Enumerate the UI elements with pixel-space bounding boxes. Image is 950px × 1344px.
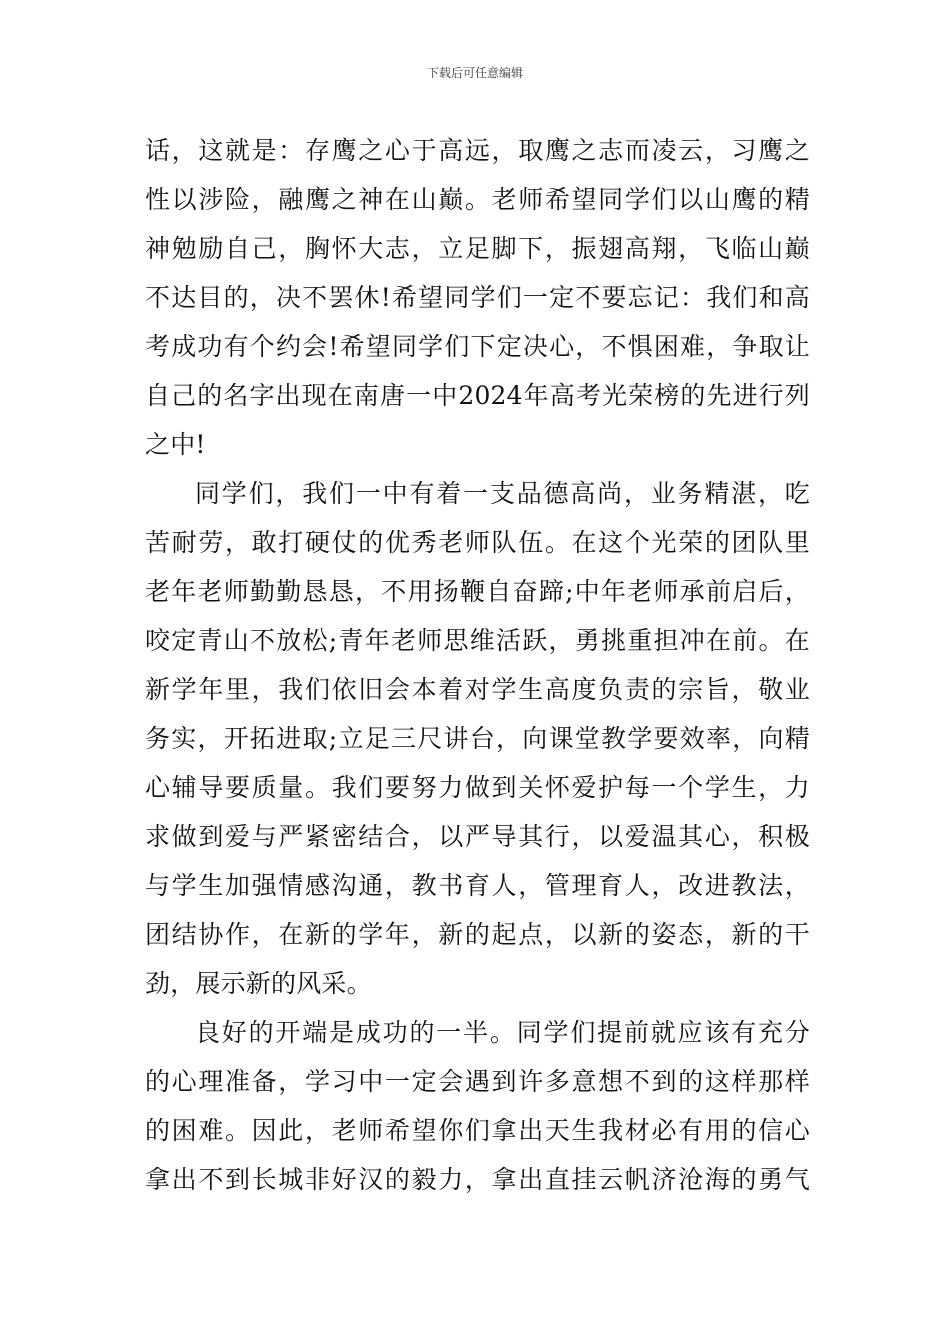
text-line: 不达目的，决不罢休!希望同学们一定不要忘记：我们和高 — [145, 283, 810, 312]
text-line: 团结协作，在新的学年，新的起点，以新的姿态，新的干 — [145, 920, 810, 949]
text-line: 考成功有个约会!希望同学们下定决心，不惧困难，争取让 — [145, 332, 810, 361]
text-line: 话，这就是：存鹰之心于高远，取鹰之志而凌云，习鹰之 — [145, 136, 810, 165]
paragraph-2 — [145, 469, 810, 1008]
text-line: 咬定青山不放松;青年老师思维活跃，勇挑重担冲在前。在 — [145, 626, 810, 655]
text-line: 苦耐劳，敢打硬仗的优秀老师队伍。在这个光荣的团队里 — [145, 528, 810, 557]
text-line: 性以涉险，融鹰之神在山巅。老师希望同学们以山鹰的精 — [145, 185, 810, 214]
text-line: 劲，展示新的风采。 — [145, 969, 372, 998]
text-line: 同学们，我们一中有着一支品德高尚，业务精湛，吃 — [195, 479, 810, 508]
text-line: 心辅导要质量。我们要努力做到关怀爱护每一个学生，力 — [145, 773, 810, 802]
text-line: 拿出不到长城非好汉的毅力，拿出直挂云帆济沧海的勇气 — [145, 1165, 810, 1194]
text-line: 新学年里，我们依旧会本着对学生高度负责的宗旨，敬业 — [145, 675, 810, 704]
text-line: 求做到爱与严紧密结合，以严导其行，以爱温其心，积极 — [145, 822, 810, 851]
text-line: 之中! — [145, 430, 206, 459]
text-line: 的心理准备，学习中一定会遇到许多意想不到的这样那样 — [145, 1067, 810, 1096]
paragraph-1 — [145, 126, 810, 469]
text-line: 务实，开拓进取;立足三尺讲台，向课堂教学要效率，向精 — [145, 724, 810, 753]
text-line: 神勉励自己，胸怀大志，立足脚下，振翅高翔，飞临山巅 — [145, 234, 810, 263]
text-line: 良好的开端是成功的一半。同学们提前就应该有充分 — [195, 1018, 810, 1047]
document-body — [145, 126, 810, 1204]
page-header: 下载后可任意编辑 — [426, 66, 523, 80]
text-line: 的困难。因此，老师希望你们拿出天生我材必有用的信心 — [145, 1116, 810, 1145]
text-line: 老年老师勤勤恳恳，不用扬鞭自奋蹄;中年老师承前启后， — [145, 577, 810, 606]
text-line: 与学生加强情感沟通，教书育人，管理育人，改进教法， — [145, 871, 810, 900]
text-line: 自己的名字出现在南唐一中2024年高考光荣榜的先进行列 — [145, 381, 810, 410]
paragraph-3 — [145, 1008, 810, 1204]
